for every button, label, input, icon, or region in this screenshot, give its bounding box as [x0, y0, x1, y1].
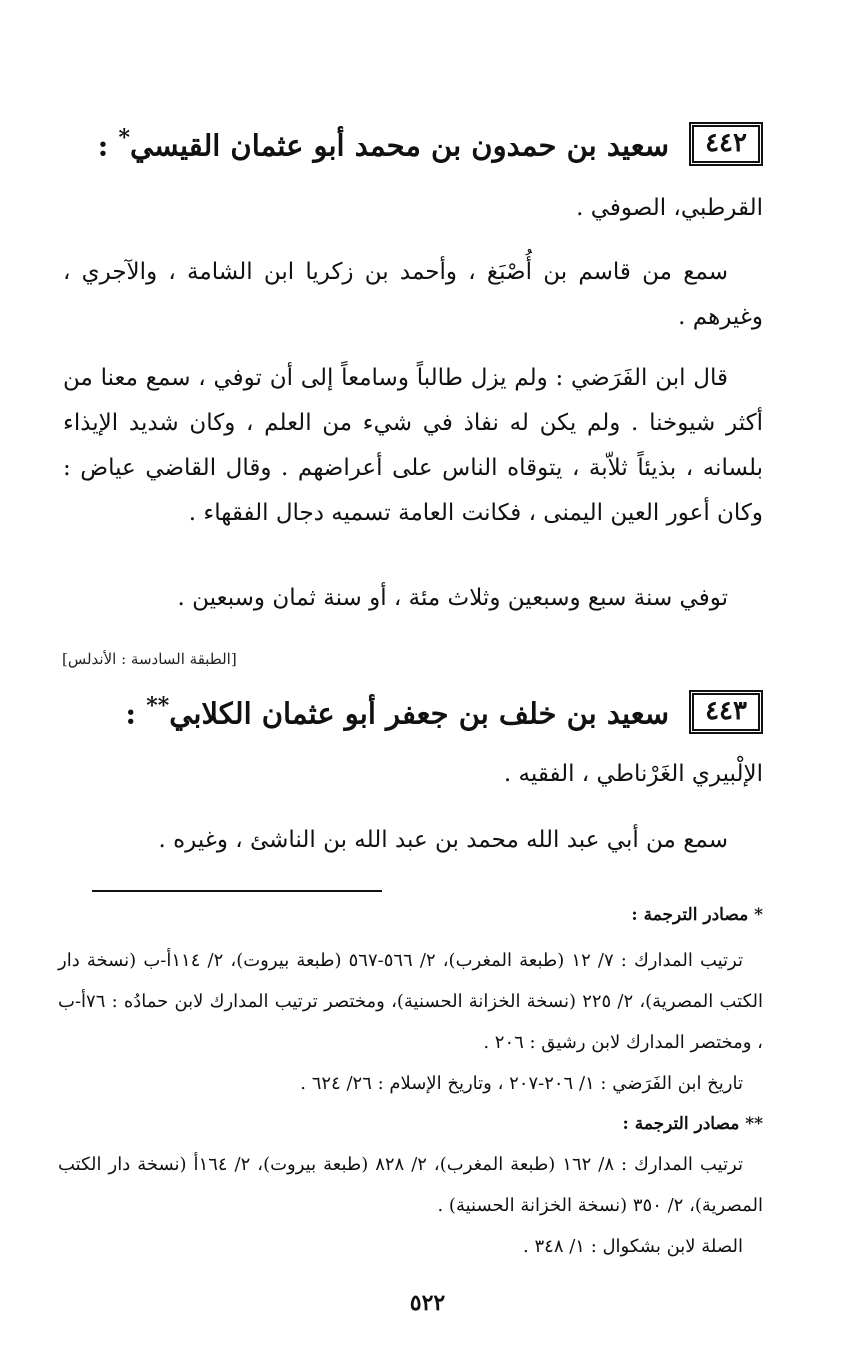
footnote-divider: [92, 890, 382, 892]
entry-title: [98, 125, 669, 163]
entry-title-suffix: :: [97, 128, 119, 163]
footnote-1-source-2: تاريخ ابن الفَرَضي : ١/ ٢٠٦-٢٠٧ ، وتاريخ الإسلام : ٢٦/ ٦٢٤ .: [300, 1073, 743, 1094]
entry-title-suffix: :: [125, 696, 147, 731]
footnote-marker: *: [118, 125, 130, 152]
entry-443-line-2: سمع من أبي عبد الله محمد بن عبد الله بن الناشئ ، وغيره .: [158, 827, 728, 853]
entry-number-box: ٤٤٢: [689, 122, 763, 166]
section-note: [الطبقة السادسة : الأندلس]: [62, 650, 237, 668]
entry-number-box: ٤٤٣: [689, 690, 763, 734]
entry-442-line-4: توفي سنة سبع وسبعين وثلاث مئة ، أو سنة ثمان وسبعين .: [177, 585, 728, 611]
entry-title-text: سعيد بن خلف بن جعفر أبو عثمان الكلابي: [169, 696, 670, 731]
footnote-1-heading: * مصادر الترجمة :: [631, 905, 763, 925]
entry-442-line-2: سمع من قاسم بن أُصْبَغ ، وأحمد بن زكريا ابن الشامة ، والآجري ، وغيرهم .: [63, 259, 763, 330]
entry-443-line-1: الإلْبيري الغَرْناطي ، الفقيه .: [503, 761, 763, 787]
footnote-marker: **: [146, 693, 170, 720]
entry-title: [125, 693, 669, 731]
entry-442-line-1: القرطبي، الصوفي .: [576, 195, 763, 221]
page-number: ٥٢٢: [409, 1290, 446, 1316]
entry-442-line-3: قال ابن الفَرَضي : ولم يزل طالباً وسامعاً إلى أن توفي ، سمع معنا من أكثر شيوخنا . ولم يكن له نفاذ في شيء من العلم ، وكان شديد الإيذاء بلسانه ، بذيئاً ثلاّبة ، يتوقاه الناس على أعراضهم . وقال القاضي عياض : وكان أعور العين اليمنى ، فكانت العامة تسميه دجال الفقهاء .: [63, 365, 763, 526]
footnote-2-heading: ** مصادر الترجمة :: [622, 1114, 763, 1134]
entry-442-heading: [80, 122, 763, 166]
footnote-1-source-1: ترتيب المدارك : ٧/ ١٢ (طبعة المغرب)، ٢/ ٥٦٦-٥٦٧ (طبعة بيروت)، ٢/ ١١٤أ-ب (نسخة دار الكتب المصرية)، ٢/ ٢٢٥ (نسخة الخزانة الحسنية)، ومختصر ترتيب المدارك لابن حمادُه : ٧٦أ-ب ، ومختصر المدارك لابن رشيق : ٢٠٦ .: [58, 950, 763, 1053]
entry-443-heading: [80, 690, 763, 734]
entry-title-text: سعيد بن حمدون بن محمد أبو عثمان القيسي: [129, 128, 670, 163]
footnote-2-source-2: الصلة لابن بشكوال : ١/ ٣٤٨ .: [523, 1236, 743, 1257]
footnote-2-source-1: ترتيب المدارك : ٨/ ١٦٢ (طبعة المغرب)، ٢/ ٨٢٨ (طبعة بيروت)، ٢/ ١٦٤أ (نسخة دار الكتب المصرية)، ٢/ ٣٥٠ (نسخة الخزانة الحسنية) .: [58, 1154, 763, 1216]
